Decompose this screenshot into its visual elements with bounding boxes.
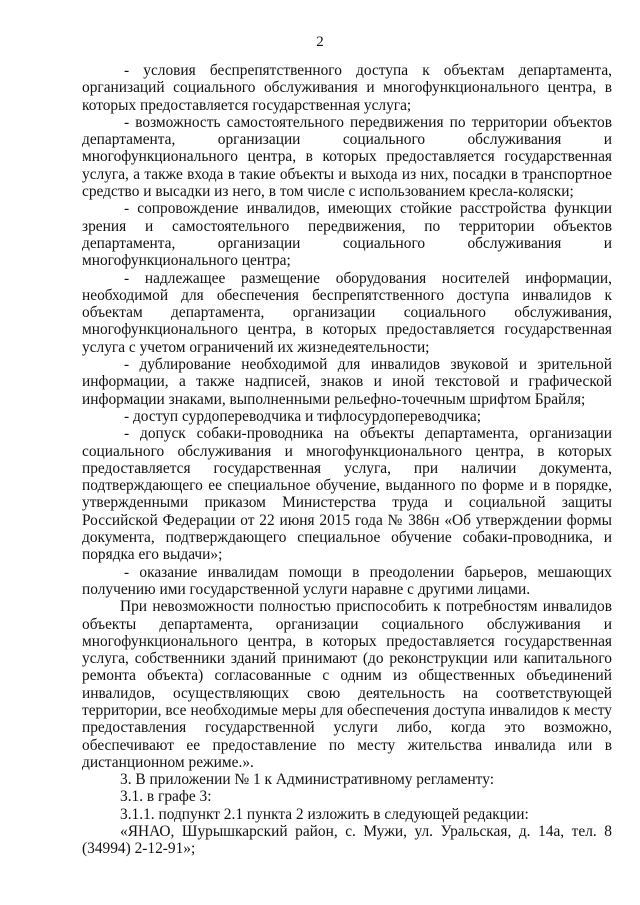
paragraph: - оказание инвалидам помощи в преодолении барьеров, мешающих получению ими государственной услуги наравне с другими лицами. bbox=[82, 563, 612, 598]
paragraph: 3.1.1. подпункт 2.1 пункта 2 изложить в следующей редакции: bbox=[120, 805, 529, 823]
paragraph: При невозможности полностью приспособить к потребностям инвалидов объекты департамента, организации социального обслуживания и многофункционального центра, в которых предоставляется государственная услуга, собственники зданий принимают (до реконструкции или капитального ремонта объекта) согласованные с одним из общественных объединений инвалидов, осуществляющих свою деятельность на соответствующей территории, все необходимые меры для обеспечения доступа инвалидов к месту предоставления государственной услуги либо, когда это возможно, обеспечивают ее предоставление по месту жительства инвалида или в дистанционном режиме.». bbox=[82, 598, 612, 771]
paragraph: - условия беспрепятственного доступа к объектам департамента, организаций социального обслуживания и многофункционального центра, в которых предоставляется государственная услуга; bbox=[82, 62, 612, 114]
paragraph: - доступ сурдопереводчика и тифлосурдопереводчика; bbox=[124, 407, 481, 425]
paragraph: - допуск собаки-проводника на объекты департамента, организации социального обслуживания и многофункционального центра, в которых предоставляется государственная услуга, при наличии документа, подтверждающего ее специальное обучение, выданного по форме и в порядке, утвержденными приказом Министерства труда и социальной защиты Российской Федерации от 22 июня 2015 года № 386н «Об утверждении формы документа, подтверждающего специальное обучение собаки-проводника, и порядка его выдачи»; bbox=[82, 425, 612, 564]
paragraph: 3. В приложении № 1 к Административному регламенту: bbox=[120, 771, 494, 789]
paragraph: - возможность самостоятельного передвижения по территории объектов департамента, организации социального обслуживания и многофункционального центра, в которых предоставляется государственная услуга, а также входа в такие объекты и выхода из них, посадки в транспортное средство и высадки из него, в том числе с использованием кресла-коляски; bbox=[82, 113, 612, 201]
document-body bbox=[82, 62, 612, 858]
paragraph: - дублирование необходимой для инвалидов звуковой и зрительной информации, а также надписей, знаков и иной текстовой и графической информации знаками, выполненными рельефно-точечным шрифтом Брайля; bbox=[82, 356, 612, 408]
paragraph: 3.1. в графе 3: bbox=[120, 788, 212, 806]
page-number: 2 bbox=[316, 34, 324, 50]
paragraph: - надлежащее размещение оборудования носителей информации, необходимой для обеспечения беспрепятственного доступа инвалидов к объектам департамента, организации социального обслуживания, многофункционального центра, в которых предоставляется государственная услуга с учетом ограничений их жизнедеятельности; bbox=[82, 269, 612, 356]
paragraph: - сопровождение инвалидов, имеющих стойкие расстройства функции зрения и самостоятельного передвижения, по территории объектов департамента, организации социального обслуживания и многофункционального центра; bbox=[82, 200, 612, 270]
paragraph: «ЯНАО, Шурышкарский район, с. Мужи, ул. Уральская, д. 14а, тел. 8 (34994) 2-12-91»; bbox=[82, 823, 612, 858]
